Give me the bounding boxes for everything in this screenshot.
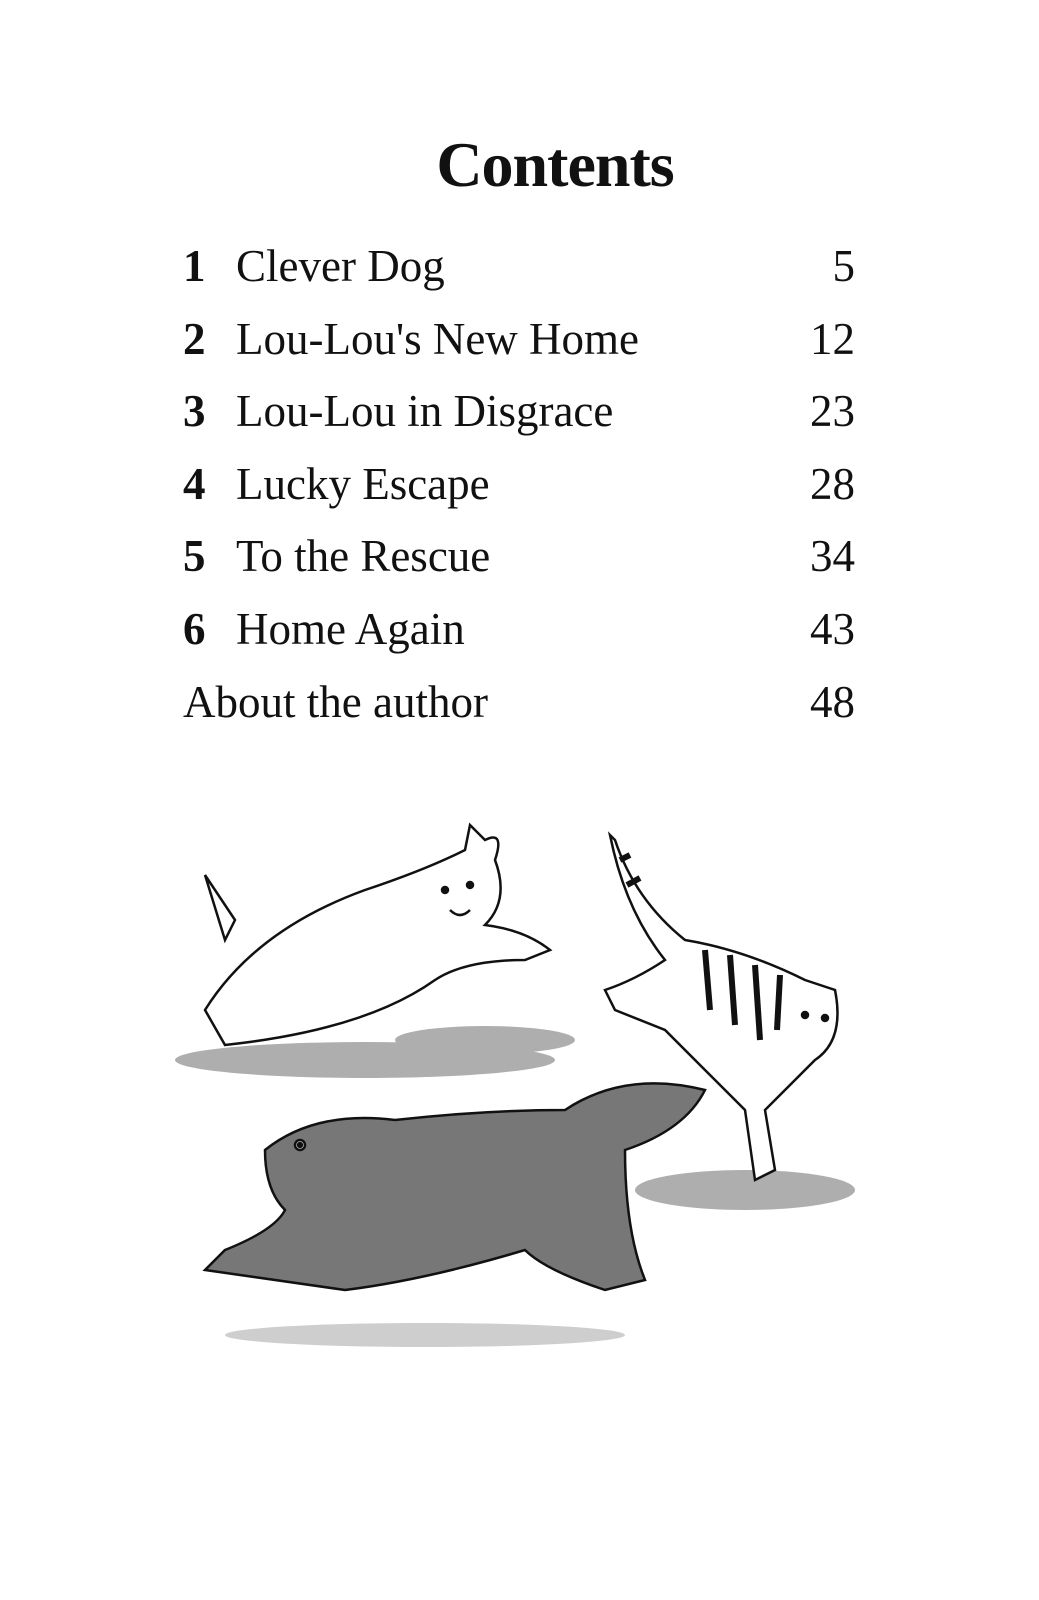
page-title: Contents bbox=[436, 129, 674, 200]
toc-entry[interactable] bbox=[183, 676, 855, 749]
white-dog bbox=[205, 825, 550, 1045]
chapter-number: 2 bbox=[183, 313, 206, 364]
grey-cat bbox=[205, 1083, 705, 1290]
chapter-title: About the author bbox=[183, 676, 488, 727]
toc-entry[interactable] bbox=[183, 385, 855, 458]
chapter-number: 6 bbox=[183, 603, 206, 654]
chapter-title: To the Rescue bbox=[236, 531, 491, 582]
table-of-contents bbox=[183, 240, 855, 748]
chapter-number: 4 bbox=[183, 458, 206, 509]
chapter-number: 5 bbox=[183, 531, 206, 582]
toc-entry[interactable] bbox=[183, 313, 855, 386]
page-number: 12 bbox=[810, 313, 855, 364]
illustration-dog-and-cats bbox=[165, 810, 865, 1370]
page-number: 28 bbox=[810, 458, 855, 509]
page-number: 48 bbox=[810, 676, 855, 727]
chapter-title: Clever Dog bbox=[236, 241, 445, 291]
page-number: 23 bbox=[810, 386, 855, 437]
page-number: 43 bbox=[810, 603, 855, 654]
toc-entry[interactable] bbox=[183, 603, 855, 676]
chapter-title: Home Again bbox=[236, 603, 465, 654]
toc-entry[interactable] bbox=[183, 458, 855, 531]
page-number: 5 bbox=[832, 241, 855, 291]
chapter-title: Lucky Escape bbox=[236, 458, 490, 509]
chapter-number: 3 bbox=[183, 386, 206, 437]
chapter-title: Lou-Lou's New Home bbox=[236, 313, 640, 364]
toc-entry[interactable] bbox=[183, 530, 855, 603]
page-number: 34 bbox=[810, 531, 855, 582]
chapter-title: Lou-Lou in Disgrace bbox=[236, 386, 614, 437]
toc-entry[interactable] bbox=[183, 240, 855, 313]
chapter-number: 1 bbox=[183, 241, 206, 291]
